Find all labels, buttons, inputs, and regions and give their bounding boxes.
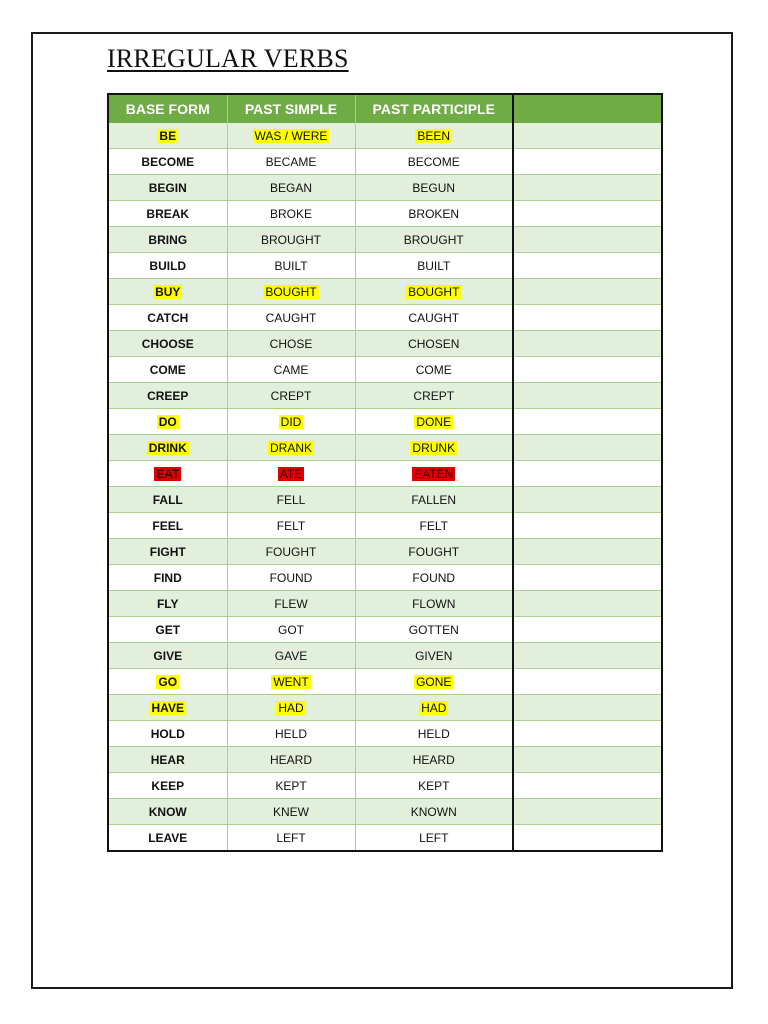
verb-text: CHOSEN [408,336,460,351]
cell-empty [513,643,662,669]
cell-empty [513,123,662,149]
verb-text: BECOME [141,154,195,169]
verb-text: HAD [278,700,304,715]
cell-base-form [108,773,227,799]
verb-text: FOUND [412,570,456,585]
table-row [108,253,662,279]
cell-past-participle [355,773,513,799]
table-row [108,331,662,357]
header-past-participle: PAST PARTICIPLE [355,94,513,123]
table-row [108,409,662,435]
verb-text: KEPT [418,778,450,793]
table-row [108,539,662,565]
cell-past-participle [355,149,513,175]
table-body [108,123,662,851]
cell-past-participle [355,799,513,825]
verb-text: BREAK [146,206,190,221]
verb-text: WAS / WERE [254,128,328,143]
table-row [108,825,662,852]
header-past-simple: PAST SIMPLE [227,94,355,123]
cell-empty [513,175,662,201]
verb-text: CATCH [147,310,189,325]
verb-text: GET [155,622,181,637]
cell-past-participle [355,357,513,383]
cell-past-participle [355,695,513,721]
table-row [108,279,662,305]
verb-text: CREPT [270,388,312,403]
cell-past-simple [227,825,355,852]
cell-past-participle [355,565,513,591]
verb-text: ATE [279,466,303,481]
table-row [108,565,662,591]
verb-text: HEARD [412,752,455,767]
cell-past-simple [227,409,355,435]
verb-text: HEARD [269,752,312,767]
verb-text: DID [280,414,302,429]
cell-past-participle [355,227,513,253]
header-empty [513,94,662,123]
verb-text: FELT [276,518,306,533]
cell-past-participle [355,487,513,513]
verb-text: FLEW [274,596,308,611]
cell-past-simple [227,149,355,175]
verb-text: KEPT [275,778,307,793]
cell-empty [513,279,662,305]
verb-text: CAUGHT [265,310,317,325]
verb-text: FALL [152,492,183,507]
cell-past-participle [355,409,513,435]
verb-text: GO [158,674,178,689]
verb-text: BEGAN [269,180,312,195]
cell-base-form [108,201,227,227]
verb-text: BEEN [417,128,451,143]
verb-text: FOUGHT [408,544,460,559]
cell-empty [513,591,662,617]
verb-text: WENT [273,674,309,689]
verb-text: BROKEN [408,206,460,221]
verb-text: CHOOSE [141,336,194,351]
cell-past-simple [227,591,355,617]
table-row [108,643,662,669]
table-row [108,591,662,617]
cell-past-simple [227,799,355,825]
cell-base-form [108,253,227,279]
verb-text: DRINK [148,440,187,455]
verb-text: COME [415,362,452,377]
cell-empty [513,617,662,643]
verb-text: BECOME [407,154,460,169]
cell-base-form [108,149,227,175]
cell-base-form [108,487,227,513]
verb-text: FIGHT [149,544,186,559]
verb-text: CREPT [413,388,455,403]
cell-past-participle [355,253,513,279]
table-row [108,201,662,227]
cell-base-form [108,305,227,331]
cell-empty [513,409,662,435]
cell-empty [513,669,662,695]
cell-past-simple [227,123,355,149]
cell-base-form [108,539,227,565]
cell-past-simple [227,565,355,591]
verb-text: FLY [156,596,179,611]
verb-text: COME [149,362,186,377]
table-row [108,149,662,175]
cell-past-participle [355,591,513,617]
cell-base-form [108,825,227,852]
verb-text: LEFT [419,830,449,845]
verb-text: GOTTEN [408,622,459,637]
verb-text: HELD [417,726,450,741]
verb-text: FEEL [152,518,184,533]
cell-empty [513,747,662,773]
cell-base-form [108,123,227,149]
verb-text: BROKE [269,206,312,221]
table-row [108,513,662,539]
verb-text: EATEN [414,466,454,481]
cell-past-simple [227,201,355,227]
verb-text: BUILT [274,258,308,273]
cell-empty [513,149,662,175]
cell-past-participle [355,539,513,565]
verb-text: BRING [148,232,188,247]
cell-base-form [108,617,227,643]
verb-text: CAME [273,362,309,377]
verb-text: HELD [274,726,307,741]
cell-past-simple [227,227,355,253]
cell-past-participle [355,825,513,852]
verb-text: BEGIN [148,180,187,195]
verb-text: GONE [416,674,452,689]
verb-text: HOLD [150,726,185,741]
verb-text: FELL [276,492,306,507]
verb-text: LEFT [276,830,306,845]
verb-text: DRANK [269,440,312,455]
verb-text: KNEW [273,804,309,819]
page-title: IRREGULAR VERBS [107,44,349,73]
cell-empty [513,435,662,461]
cell-base-form [108,721,227,747]
cell-past-participle [355,383,513,409]
verb-text: BE [159,128,177,143]
verb-text: FLOWN [412,596,456,611]
cell-past-participle [355,331,513,357]
cell-empty [513,227,662,253]
cell-base-form [108,331,227,357]
cell-past-simple [227,747,355,773]
verb-text: HAD [421,700,447,715]
cell-past-participle [355,201,513,227]
cell-base-form [108,409,227,435]
cell-base-form [108,227,227,253]
cell-empty [513,513,662,539]
cell-past-simple [227,175,355,201]
cell-empty [513,799,662,825]
verb-text: GOT [278,622,304,637]
verb-text: HEAR [150,752,185,767]
cell-empty [513,487,662,513]
cell-past-participle [355,643,513,669]
verb-text: DO [158,414,177,429]
table-row [108,695,662,721]
verb-text: KEEP [151,778,185,793]
verb-text: FOUGHT [265,544,317,559]
table-row [108,487,662,513]
cell-past-participle [355,513,513,539]
verb-text: BOUGHT [408,284,460,299]
cell-empty [513,201,662,227]
cell-base-form [108,695,227,721]
verb-text: FELT [419,518,448,533]
verb-text: GIVE [153,648,183,663]
table-row [108,461,662,487]
cell-past-simple [227,669,355,695]
cell-base-form [108,279,227,305]
cell-base-form [108,565,227,591]
verb-text: EAT [156,466,180,481]
verb-text: BUILT [417,258,451,273]
cell-past-simple [227,539,355,565]
cell-empty [513,825,662,852]
cell-empty [513,721,662,747]
cell-past-participle [355,123,513,149]
cell-past-participle [355,175,513,201]
table-row [108,721,662,747]
cell-empty [513,383,662,409]
cell-base-form [108,643,227,669]
cell-past-simple [227,721,355,747]
cell-base-form [108,435,227,461]
verb-text: BEGUN [412,180,456,195]
cell-past-participle [355,721,513,747]
cell-empty [513,357,662,383]
cell-past-simple [227,695,355,721]
verb-text: FIND [153,570,182,585]
cell-past-participle [355,617,513,643]
verb-text: HAVE [151,700,184,715]
table-header-row [108,94,662,123]
cell-base-form [108,357,227,383]
cell-past-participle [355,747,513,773]
cell-past-simple [227,279,355,305]
cell-past-participle [355,461,513,487]
cell-base-form [108,799,227,825]
cell-empty [513,253,662,279]
verb-text: KNOW [148,804,187,819]
table-row [108,305,662,331]
table-row [108,617,662,643]
cell-past-simple [227,643,355,669]
verb-text: BUY [155,284,181,299]
cell-empty [513,331,662,357]
cell-empty [513,565,662,591]
table-row [108,383,662,409]
verb-text: LEAVE [148,830,188,845]
verb-text: GIVEN [415,648,453,663]
cell-past-simple [227,331,355,357]
cell-base-form [108,747,227,773]
cell-past-participle [355,305,513,331]
table-row [108,123,662,149]
cell-past-simple [227,253,355,279]
table-row [108,435,662,461]
cell-empty [513,539,662,565]
verb-text: GAVE [274,648,308,663]
verb-text: FALLEN [411,492,457,507]
cell-past-participle [355,669,513,695]
verb-text: BROUGHT [403,232,464,247]
cell-empty [513,773,662,799]
cell-past-simple [227,435,355,461]
cell-past-simple [227,383,355,409]
table-row [108,227,662,253]
cell-past-simple [227,305,355,331]
cell-past-participle [355,435,513,461]
cell-empty [513,695,662,721]
cell-base-form [108,669,227,695]
verb-text: BOUGHT [265,284,317,299]
cell-past-simple [227,461,355,487]
verb-text: BUILD [149,258,187,273]
cell-base-form [108,513,227,539]
table-row [108,175,662,201]
cell-empty [513,461,662,487]
verb-text: KNOWN [410,804,457,819]
table-row [108,747,662,773]
cell-past-simple [227,773,355,799]
verb-text: BECAME [265,154,317,169]
cell-base-form [108,383,227,409]
table-row [108,773,662,799]
header-base-form: BASE FORM [108,94,227,123]
verb-text: DONE [416,414,452,429]
cell-base-form [108,175,227,201]
verb-text: FOUND [269,570,313,585]
table-row [108,799,662,825]
verb-text: CHOSE [269,336,313,351]
verb-text: BROUGHT [261,232,321,247]
verb-text: DRUNK [412,440,456,455]
verb-text: CREEP [147,388,189,403]
cell-base-form [108,591,227,617]
cell-base-form [108,461,227,487]
cell-past-simple [227,357,355,383]
cell-past-simple [227,487,355,513]
cell-past-simple [227,513,355,539]
cell-empty [513,305,662,331]
irregular-verbs-table [107,93,663,852]
table-row [108,669,662,695]
cell-past-participle [355,279,513,305]
cell-past-simple [227,617,355,643]
verb-text: CAUGHT [408,310,460,325]
table-row [108,357,662,383]
